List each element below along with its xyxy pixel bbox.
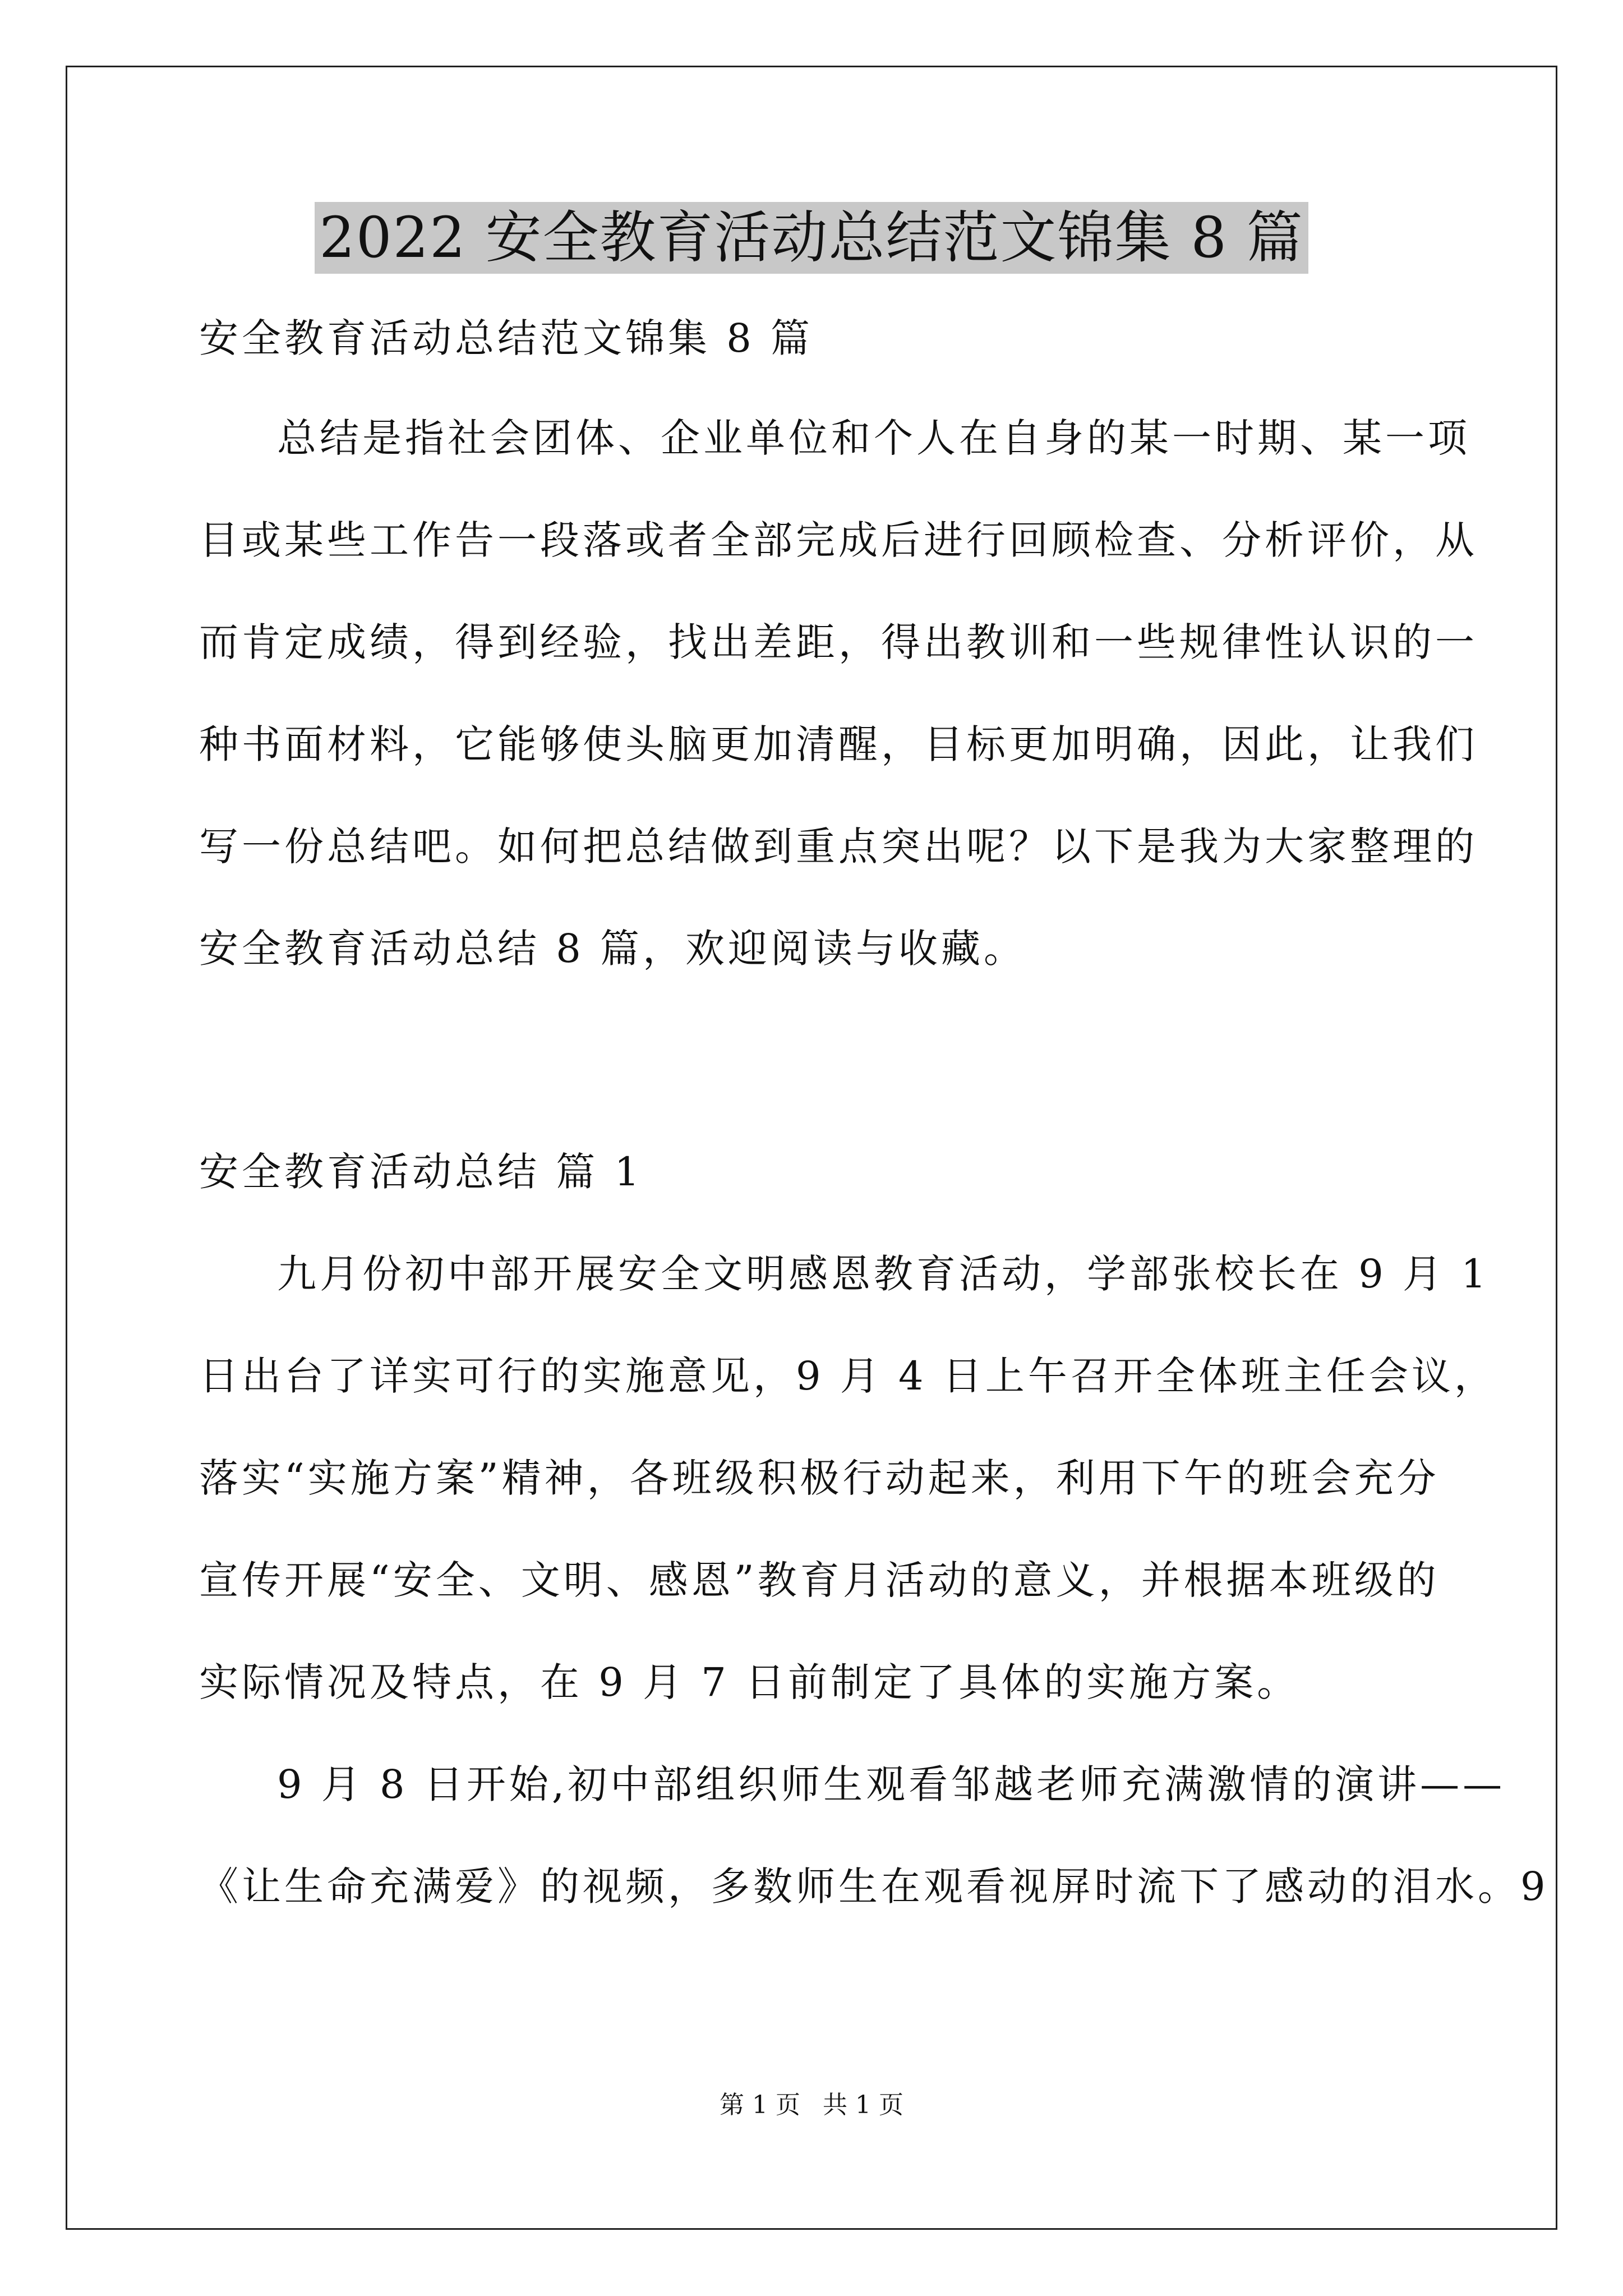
- page-total: 共 1 页: [823, 2091, 903, 2119]
- intro-line: 写一份总结吧。如何把总结做到重点突出呢？以下是我为大家整理的: [199, 823, 1478, 869]
- paragraph-line: 实际情况及特点，在 9 月 7 日前制定了具体的实施方案。: [199, 1659, 1300, 1705]
- page-footer: [0, 2090, 1623, 2121]
- paragraph-line: 落实“实施方案”精神，各班级积极行动起来，利用下午的班会充分: [199, 1455, 1440, 1501]
- intro-line: 种书面材料，它能够使头脑更加清醒，目标更加明确，因此，让我们: [199, 721, 1478, 767]
- paragraph-line: 《让生命充满爱》的视频，多数师生在观看视屏时流下了感动的泪水。9: [199, 1864, 1549, 1910]
- paragraph-line: 九月份初中部开展安全文明感恩教育活动，学部张校长在 9 月 1: [277, 1251, 1490, 1297]
- intro-line: 而肯定成绩，得到经验，找出差距，得出教训和一些规律性认识的一: [199, 619, 1478, 665]
- intro-line: 目或某些工作告一段落或者全部完成后进行回顾检查、分析评价，从: [199, 517, 1478, 563]
- document-subtitle: 安全教育活动总结范文锦集 8 篇: [199, 315, 814, 361]
- section-heading: 安全教育活动总结 篇 1: [199, 1149, 643, 1195]
- title-area: [0, 202, 1623, 274]
- intro-line: 总结是指社会团体、企业单位和个人在自身的某一时期、某一项: [277, 415, 1470, 461]
- paragraph-line: 日出台了详实可行的实施意见，9 月 4 日上午召开全体班主任会议，: [199, 1353, 1497, 1399]
- paragraph-line: 宣传开展“安全、文明、感恩”教育月活动的意义，并根据本班级的: [199, 1557, 1440, 1603]
- intro-line: 安全教育活动总结 8 篇，欢迎阅读与收藏。: [199, 926, 1027, 972]
- paragraph-line: 9 月 8 日开始,初中部组织师生观看邹越老师充满激情的演讲——: [277, 1761, 1506, 1807]
- document-title: 2022 安全教育活动总结范文锦集 8 篇: [315, 202, 1308, 274]
- page-number: 第 1 页: [720, 2091, 800, 2119]
